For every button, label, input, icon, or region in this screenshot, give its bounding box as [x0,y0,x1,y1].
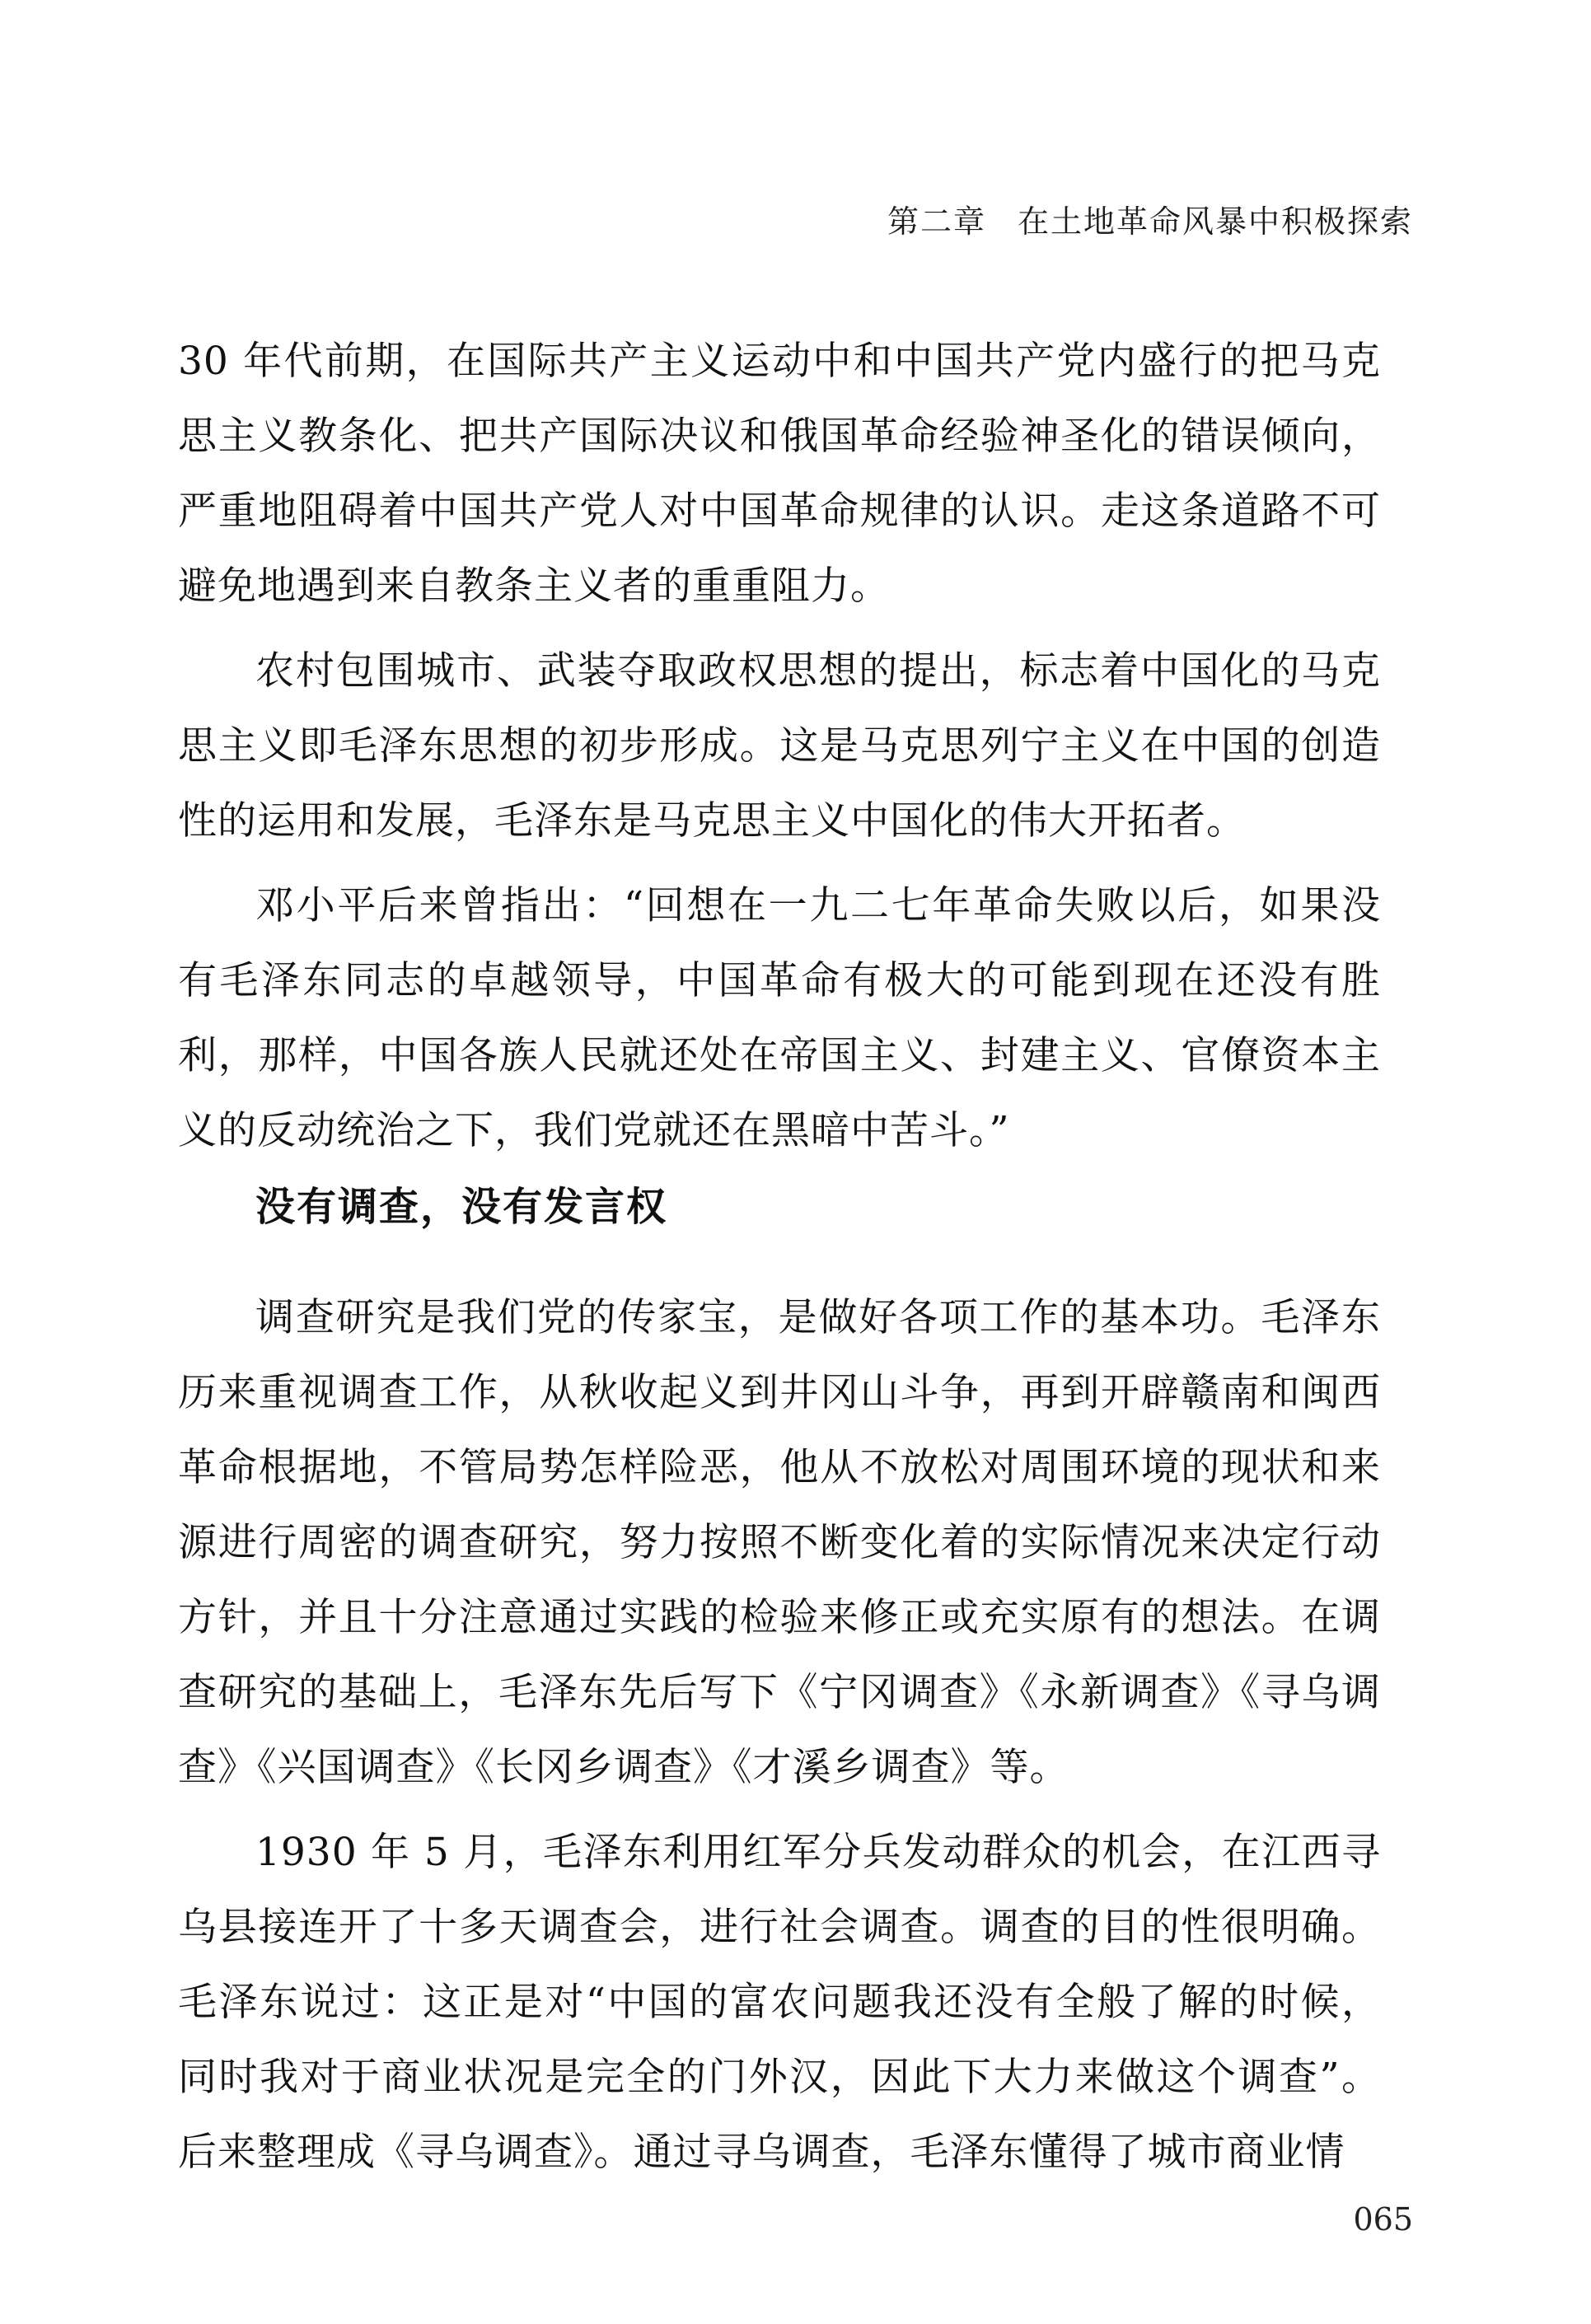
paragraph: 1930 年 5 月，毛泽东利用红军分兵发动群众的机会，在江西寻乌县接连开了十多天调查会，进行社会调查。调查的目的性很明确。毛泽东说过：这正是对“中国的富农问题我还没有全般了解的时候，同时我对于商业状况是完全的门外汉，因此下大力来做这个调查”。后来整理成《寻乌调查》。通过寻乌调查，毛泽东懂得了城市商业情 [178,1830,1381,2175]
body-text-upper [178,324,1381,1178]
paragraph: 农村包围城市、武装夺取政权思想的提出，标志着中国化的马克思主义即毛泽东思想的初步形成。这是马克思列宁主义在中国的创造性的运用和发展，毛泽东是马克思主义中国化的伟大开拓者。 [178,648,1381,844]
chapter-number: 第二章 [887,203,986,240]
running-header [887,196,1413,241]
body-text-lower [178,1280,1381,2200]
chapter-title: 在土地革命风暴中积极探索 [1017,203,1413,240]
paragraph-continued: 30 年代前期，在国际共产主义运动中和中国共产党内盛行的把马克思主义教条化、把共产国际决议和俄国革命经验神圣化的错误倾向，严重地阻碍着中国共产党人对中国革命规律的认识。走这条道路不可避免地遇到来自教条主义者的重重阻力。 [178,339,1381,609]
section-heading: 没有调查，没有发言权 [255,1184,668,1230]
page-number: 065 [1353,2201,1413,2237]
paragraph-quote: 邓小平后来曾指出：“回想在一九二七年革命失败以后，如果没有毛泽东同志的卓越领导，中国革命有极大的可能到现在还没有胜利，那样，中国各族人民就还处在帝国主义、封建主义、官僚资本主义的反动统治之下，我们党就还在黑暗中苦斗。” [178,883,1381,1153]
paragraph: 调查研究是我们党的传家宝，是做好各项工作的基本功。毛泽东历来重视调查工作，从秋收起义到井冈山斗争，再到开辟赣南和闽西革命根据地，不管局势怎样险恶，他从不放松对周围环境的现状和来源进行周密的调查研究，努力按照不断变化着的实际情况来决定行动方针，并且十分注意通过实践的检验来修正或充实原有的想法。在调查研究的基础上，毛泽东先后写下《宁冈调查》《永新调查》《寻乌调查》《兴国调查》《长冈乡调查》《才溪乡调查》等。 [178,1295,1381,1790]
